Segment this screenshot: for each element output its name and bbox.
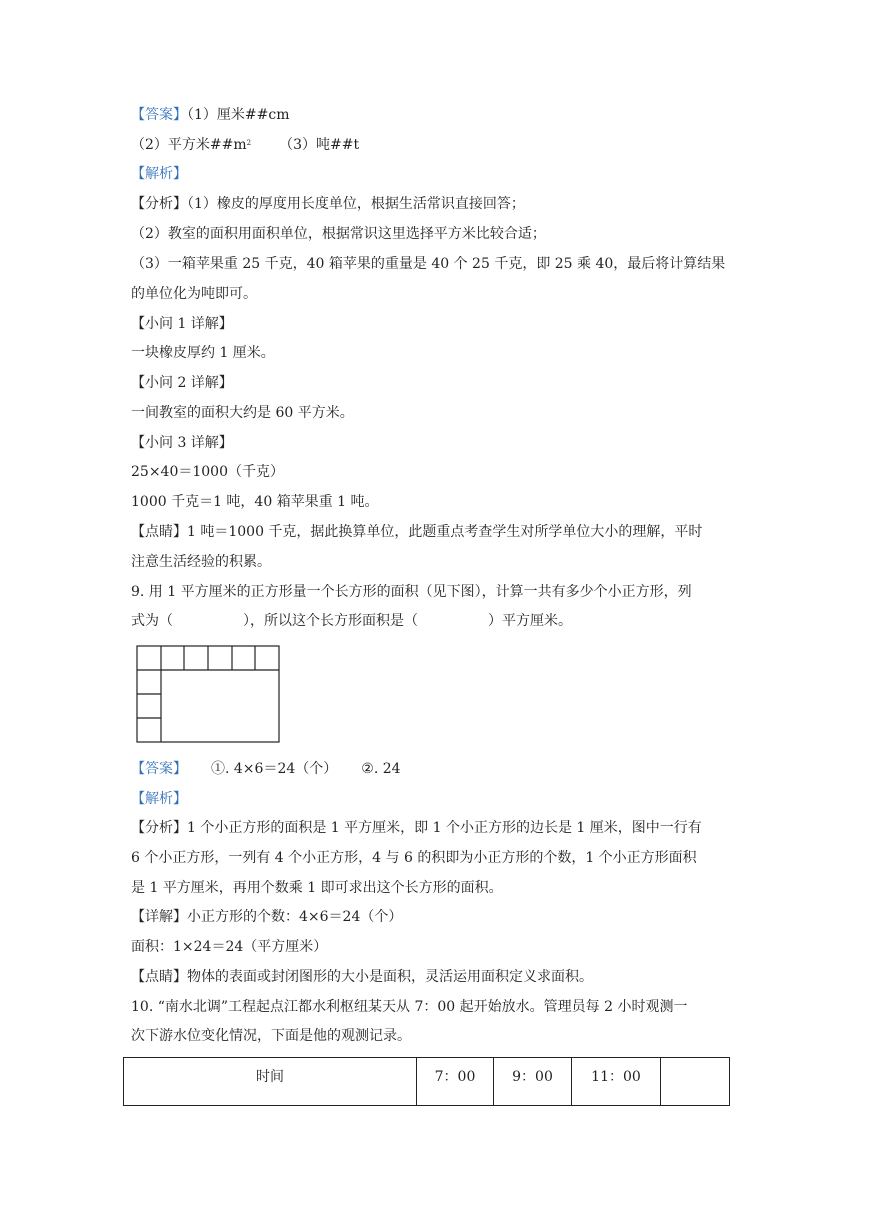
analysis-tag: 【解析】 <box>131 791 187 807</box>
answer-2-superscript: 2 <box>246 139 252 147</box>
q10-stem-b: 次下游水位变化情况，下面是他的观测记录。 <box>131 1028 411 1044</box>
answer-3: （3）吨##t <box>279 137 360 153</box>
q8-fenxi-1 <box>131 194 525 214</box>
q9-xiangjie-a <box>131 907 402 927</box>
stem-b2: ），所以这个长方形面积是（ <box>243 613 418 629</box>
fenxi-text-1: （1）橡皮的厚度用长度单位，根据生活常识直接回答； <box>187 196 525 212</box>
table-header-cell <box>661 1058 730 1106</box>
answer-2: （2）平方米##m <box>131 137 247 153</box>
q9-stem-b <box>131 611 572 631</box>
q9-fenxi-a <box>131 818 702 838</box>
stem-b3: ）平方厘米。 <box>488 613 572 629</box>
q10-stem-a: 10. “南水北调”工程起点江都水利枢纽某天从 7：00 起开始放水。管理员每 2 小时观测一 <box>131 999 688 1015</box>
sub2-text: 一间教室的面积大约是 60 平方米。 <box>131 405 354 421</box>
q8-dianjing-b: 注意生活经验的积累。 <box>131 554 271 570</box>
table-row <box>124 1058 730 1106</box>
answer-2: ②. 24 <box>361 761 401 777</box>
answer-1: （1）厘米##cm <box>187 107 290 123</box>
table-header-cell: 11：00 <box>572 1058 661 1106</box>
answer-tag: 【答案】 <box>131 761 187 777</box>
xiangjie-text-a: 小正方形的个数：4×6＝24（个） <box>187 909 403 925</box>
q9-answer-line <box>131 759 401 779</box>
analysis-tag: 【解析】 <box>131 166 187 182</box>
fenxi-tag: 【分析】 <box>131 196 187 212</box>
table-header-cell: 9：00 <box>494 1058 572 1106</box>
rectangle-grid-figure <box>136 645 282 745</box>
dianjing-text: 物体的表面或封闭图形的大小是面积，灵活运用面积定义求面积。 <box>187 969 593 985</box>
xiangjie-tag: 【详解】 <box>131 909 187 925</box>
q9-fenxi-c: 是 1 平方厘米，再用个数乘 1 即可求出这个长方形的面积。 <box>131 880 503 896</box>
table-header-cell: 7：00 <box>417 1058 494 1106</box>
dianjing-tag: 【点睛】 <box>131 969 187 985</box>
sub1-tag: 【小问 1 详解】 <box>131 316 233 332</box>
sub1-text: 一块橡皮厚约 1 厘米。 <box>131 345 275 361</box>
q8-answer-line <box>131 105 289 125</box>
sub3-text-b: 1000 千克＝1 吨，40 箱苹果重 1 吨。 <box>131 494 379 510</box>
observation-table <box>123 1057 730 1106</box>
q8-fenxi-2: （2）教室的面积用面积单位，根据常识这里选择平方米比较合适； <box>131 226 546 242</box>
stem-b1: 式为（ <box>131 613 173 629</box>
q9-fenxi-b: 6 个小正方形，一列有 4 个小正方形，4 与 6 的积即为小正方形的个数，1 个小正方形面积 <box>131 850 697 866</box>
answer-1: ①. 4×6＝24（个） <box>211 761 338 777</box>
sub3-text-a: 25×40＝1000（千克） <box>131 464 284 480</box>
q9-dianjing <box>131 967 593 987</box>
fenxi-tag: 【分析】 <box>131 820 187 836</box>
dianjing-tag: 【点睛】 <box>131 524 187 540</box>
dianjing-text-a: 1 吨＝1000 千克，据此换算单位，此题重点考查学生对所学单位大小的理解，平时 <box>187 524 703 540</box>
q8-fenxi-3a: （3）一箱苹果重 25 千克，40 箱苹果的重量是 40 个 25 千克，即 25 乘 40，最后将计算结果 <box>131 256 726 272</box>
sub3-tag: 【小问 3 详解】 <box>131 435 233 451</box>
q9-stem-a: 9. 用 1 平方厘米的正方形量一个长方形的面积（见下图），计算一共有多少个小正方形，列 <box>131 584 692 600</box>
q8-answer-line-2 <box>131 135 359 155</box>
table-header-cell: 时间 <box>124 1058 417 1106</box>
q8-fenxi-3b: 的单位化为吨即可。 <box>131 286 257 302</box>
sub2-tag: 【小问 2 详解】 <box>131 375 233 391</box>
fenxi-text-a: 1 个小正方形的面积是 1 平方厘米，即 1 个小正方形的边长是 1 厘米，图中一行有 <box>187 820 702 836</box>
q9-xiangjie-b: 面积：1×24＝24（平方厘米） <box>131 939 328 955</box>
answer-tag: 【答案】 <box>131 107 187 123</box>
q8-dianjing-a <box>131 522 702 542</box>
